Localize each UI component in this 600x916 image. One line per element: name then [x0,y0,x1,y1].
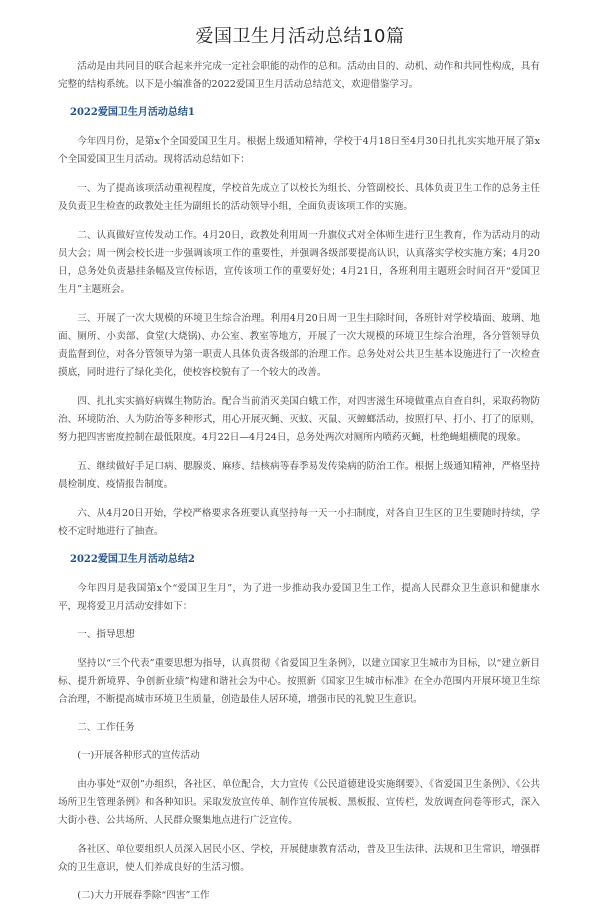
document-title: 爱国卫生月活动总结10篇 [195,26,405,47]
section-2-heading: 2022爱国卫生月活动总结2 [70,554,195,565]
section-1-heading: 2022爱国卫生月活动总结1 [70,107,195,118]
task-paragraph: 由办事处“双创”办组织，各社区、单位配合，大力宣传《公民道德建设实施纲要》、《省爱国卫生条例》、《公共场所卫生管理条例》和各种知识。采取发放宣传单、制作宣传展板、黑板报、宣传栏，发放调查问卷等形式，深入大街小巷、公共场所、人民群众聚集地点进行广泛宣传。 [58,779,540,826]
section-1-paragraph: 五、继续做好手足口病、腮腺炎、麻疹、结核病等春季易发传染病的防治工作。根据上级通知精神，严格坚持晨检制度、疫情报告制度。 [58,461,540,490]
section-1-paragraph: 三、开展了一次大规模的环境卫生综合治理。利用4月20日周一卫生扫除时间，各班针对学校墙面、玻璃、地面、厕所、小卖部、食堂(大烧锅)、办公室、教室等地方，开展了一次大规模的环境卫生综合治理，各分管领导负责监督到位，对各分管领导为第一职责人具体负责各级部的治理工作。总务处对公共卫生基本设施进行了一次检查摸底，同时进行了绿化美化，使校容校貌有了一个较大的改善。 [58,313,540,378]
document-body [58,58,540,916]
section-1-paragraph: 四、扎扎实实搞好病媒生物防治。配合当前消灭美国白蛾工作，对四害滋生环境做重点自查自纠，采取药物防治、环境防治、人为防治等多种形式，用心开展灭蝇、灭蚊、灭鼠、灭蟑螂活动，按照打早、打小、打了的原则，努力把四害密度控制在最低限度。4月22日—4月24日，总务处两次对厕所内喷药灭蝇，杜绝蝇蛆横爬的现象。 [58,396,540,443]
guiding-paragraph: 坚持以“三个代表”重要思想为指导，认真贯彻《省爱国卫生条例》，以建立国家卫生城市为目标，以“建立新目标、提升新境界、争创新业绩”构建和谐社会为中心。按照新《国家卫生城市标准》在全办范围内开展环境卫生综合治理，不断提高城市环境卫生质量，创造最佳人居环境，增强市民的礼貌卫生意识。 [58,658,540,705]
subheading-guiding-thought: 一、指导思想 [77,629,135,640]
subheading-pest-control: (二)大力开展春季除“四害”工作 [77,890,210,901]
subheading-publicity: (一)开展各种形式的宣传活动 [77,750,200,761]
section-1-paragraph: 二、认真做好宣传发动工作。4月20日，政教处利用周一升旗仪式对全体师生进行卫生教育，作为活动月的动员大会；周一例会校长进一步强调该项工作的重要性，并强调各级部要提高认识，认真落实学校实施方案；4月20日，总务处负责悬挂条幅及宣传标语，宣传该项工作的重要好处；4月21日，各班利用主题班会时间召开“爱国卫生月”主题班会。 [58,230,540,295]
intro-paragraph: 活动是由共同目的联合起来并完成一定社会职能的动作的总和。活动由目的、动机、动作和共同性构成，具有完整的结构系统。以下是小编准备的2022爱国卫生月活动总结范文，欢迎借鉴学习。 [58,61,540,90]
section-1-paragraph: 一、为了提高该项活动重视程度，学校首先成立了以校长为组长、分管副校长、具体负责卫生工作的总务主任及负责卫生检查的政教处主任为副组长的活动领导小组，全面负责该项工作的实施。 [58,183,540,212]
section-1-paragraph: 今年四月份，是第x个全国爱国卫生月。根据上级通知精神，学校于4月18日至4月30日扎扎实实地开展了第x个全国爱国卫生月活动。现将活动总结如下： [58,136,540,165]
section-1-paragraph: 六、从4月20日开始，学校严格要求各班要认真坚持每一天一小扫制度，对各自卫生区的卫生要随时持续，学校不定时地进行了抽查。 [58,508,540,537]
section-2-paragraph: 今年四月是我国第x个“爱国卫生月”，为了进一步推动我办爱国卫生工作，提高人民群众卫生意识和健康水平，现将爱卫月活动安排如下： [58,583,540,612]
subheading-work-tasks: 二、工作任务 [77,722,135,733]
task-paragraph: 各社区、单位要组织人员深入居民小区、学校，开展健康教育活动，普及卫生法律、法规和卫生常识，增强群众的卫生意识，使人们养成良好的生活习惯。 [58,844,540,873]
